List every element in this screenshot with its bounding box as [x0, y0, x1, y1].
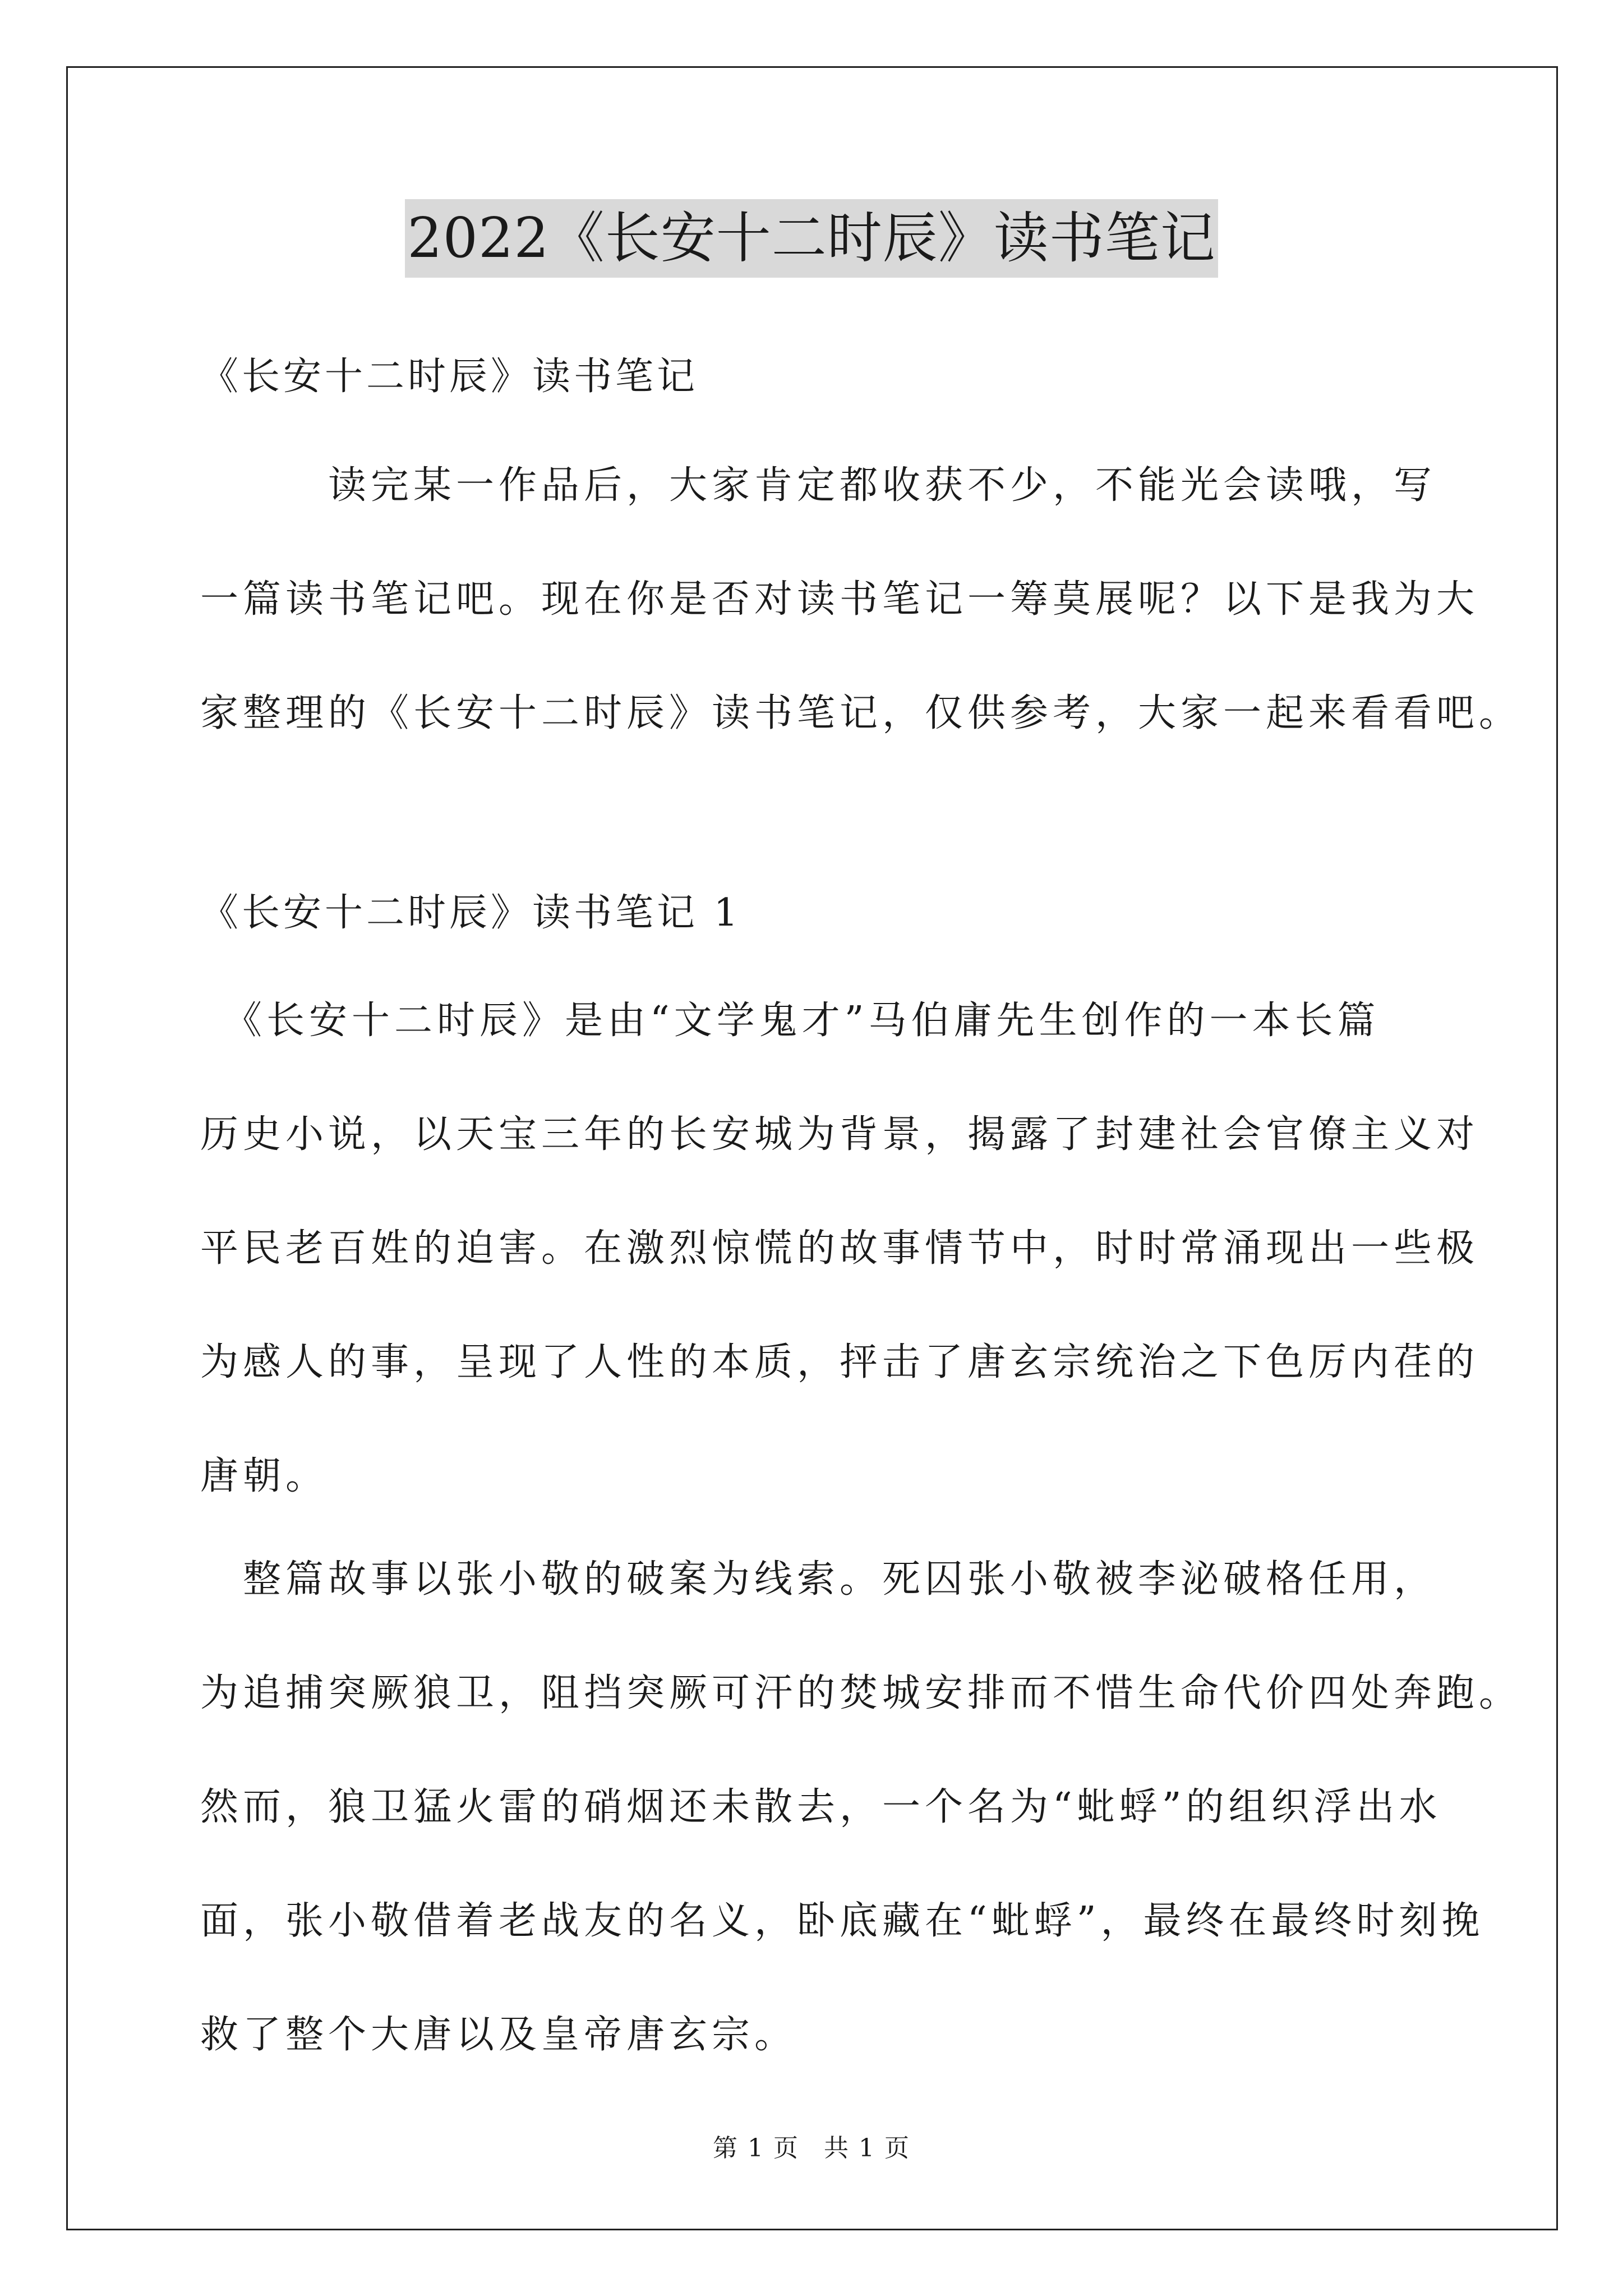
page-number-total: 共 1 页 — [824, 2134, 910, 2162]
paragraph-line: 面，张小敬借着老战友的名义，卧底藏在“蚍蜉”，最终在最终时刻挽 — [200, 1899, 1484, 1943]
paragraph-line: 平民老百姓的迫害。在激烈惊慌的故事情节中，时时常涌现出一些极 — [200, 1226, 1479, 1271]
paragraph-line: 为追捕突厥狼卫，阻挡突厥可汗的焚城安排而不惜生命代价四处奔跑。 — [200, 1671, 1522, 1715]
intro-line: 读完某一作品后，大家肯定都收获不少，不能光会读哦，写 — [200, 463, 1437, 508]
document-subtitle: 《长安十二时辰》读书笔记 — [200, 355, 699, 399]
paragraph-line: 为感人的事，呈现了人性的本质，抨击了唐玄宗统治之下色厉内荏的 — [200, 1340, 1479, 1384]
section-heading: 《长安十二时辰》读书笔记 1 — [200, 891, 741, 935]
paragraph-2 — [200, 1522, 1522, 2092]
paragraph-line: 整篇故事以张小敬的破案为线索。死囚张小敬被李泌破格任用， — [200, 1557, 1437, 1602]
paragraph-line: 历史小说，以天宝三年的长安城为背景，揭露了封建社会官僚主义对 — [200, 1112, 1479, 1157]
paragraph-line: 救了整个大唐以及皇帝唐玄宗。 — [200, 2013, 797, 2057]
paragraph-line: 唐朝。 — [200, 1454, 329, 1498]
document-title: 2022《长安十二时辰》读书笔记 — [405, 199, 1218, 278]
intro-line: 一篇读书笔记吧。现在你是否对读书笔记一筹莫展呢？以下是我为大 — [200, 577, 1479, 622]
paragraph-line: 然而，狼卫猛火雷的硝烟还未散去，一个名为“蚍蜉”的组织浮出水 — [200, 1785, 1442, 1829]
paragraph-1 — [200, 964, 1479, 1533]
page-footer — [0, 2132, 1623, 2165]
paragraph-line: 《长安十二时辰》是由“文学鬼才”马伯庸先生创作的一本长篇 — [200, 999, 1380, 1043]
page-number-current: 第 1 页 — [713, 2134, 799, 2162]
intro-paragraph — [200, 429, 1522, 770]
title-wrapper — [0, 199, 1623, 278]
intro-line: 家整理的《长安十二时辰》读书笔记，仅供参考，大家一起来看看吧。 — [200, 691, 1522, 735]
